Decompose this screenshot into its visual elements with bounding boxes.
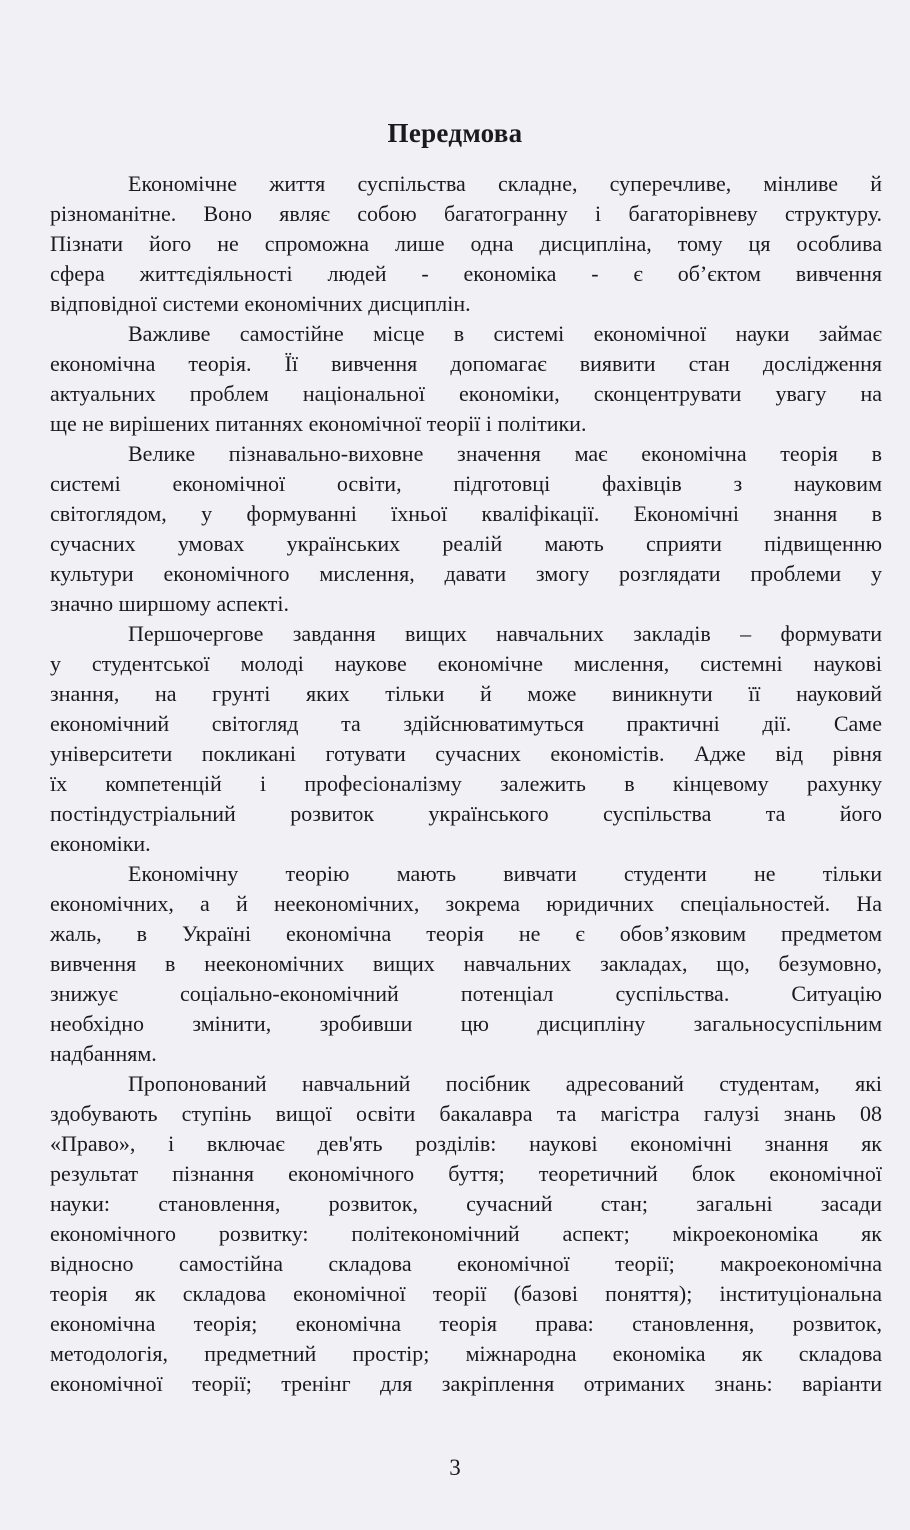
text-line: економіки. [50,831,151,856]
text-line: економічний світогляд та здійснюватимуться практичні дії. Саме [50,711,882,736]
paragraph-5 [50,859,882,1069]
paragraph-1 [50,169,882,319]
text-line: Економічне життя суспільства складне, суперечливе, мінливе й [128,171,882,196]
text-line: Пізнати його не спроможна лише одна дисципліна, тому ця особлива [50,231,882,256]
text-line: вивчення в неекономічних вищих навчальних закладах, що, безумовно, [50,951,882,976]
text-line: економічна теорія; економічна теорія права: становлення, розвиток, [50,1311,882,1336]
text-line: надбанням. [50,1041,157,1066]
text-line: жаль, в Україні економічна теорія не є обов’язковим предметом [50,921,882,946]
text-line: здобувають ступінь вищої освіти бакалавра та магістра галузі знань 08 [50,1101,882,1126]
text-line: постіндустріальний розвиток українського суспільства та його [50,801,882,826]
text-line: значно ширшому аспекті. [50,591,290,616]
text-line: їх компетенцій і професіоналізму залежить в кінцевому рахунку [50,771,882,796]
text-line: знижує соціально-економічний потенціал суспільства. Ситуацію [50,981,882,1006]
text-line: економічного розвитку: політекономічний аспект; мікроекономіка як [50,1221,882,1246]
text-line: економічна теорія. Її вивчення допомагає виявити стан дослідження [50,351,882,376]
text-line: знання, на грунті яких тільки й може виникнути її науковий [50,681,882,706]
text-line: Першочергове завдання вищих навчальних закладів – формувати [128,621,882,646]
text-line: необхідно змінити, зробивши цю дисципліну загальносуспільним [50,1011,882,1036]
paragraph-4 [50,619,882,859]
page-title: Передмова [387,118,523,148]
text-line: системі економічної освіти, підготовці фахівців з науковим [50,471,882,496]
text-line: відповідної системи економічних дисциплін. [50,291,471,316]
body-text [50,169,882,1399]
text-line: Економічну теорію мають вивчати студенти не тільки [128,861,882,886]
text-line: актуальних проблем національної економіки, сконцентрувати увагу на [50,381,882,406]
text-line: Велике пізнавально-виховне значення має економічна теорія в [128,441,882,466]
paragraph-6 [50,1069,882,1399]
paragraph-3 [50,439,882,619]
text-line: економічних, а й неекономічних, зокрема юридичних спеціальностей. На [50,891,882,916]
text-line: теорія як складова економічної теорії (базові поняття); інституціональна [50,1281,882,1306]
text-line: у студентської молоді наукове економічне мислення, системні наукові [50,651,882,676]
text-line: ще не вирішених питаннях економічної теорії і політики. [50,411,587,436]
text-line: науки: становлення, розвиток, сучасний стан; загальні засади [50,1191,882,1216]
text-line: сучасних умовах українських реалій мають сприяти підвищенню [50,531,882,556]
text-line: економічної теорії; тренінг для закріплення отриманих знань: варіанти [50,1371,882,1396]
text-line: «Право», і включає дев'ять розділів: наукові економічні знання як [50,1131,882,1156]
text-line: відносно самостійна складова економічної теорії; макроекономічна [50,1251,882,1276]
text-line: світоглядом, у формуванні їхньої кваліфікації. Економічні знання в [50,501,882,526]
text-line: Важливе самостійне місце в системі економічної науки займає [128,321,882,346]
text-line: різноманітне. Воно являє собою багатогранну і багаторівневу структуру. [50,201,882,226]
text-line: сфера життєдіяльності людей - економіка - є об’єктом вивчення [50,261,882,286]
text-line: Пропонований навчальний посібник адресований студентам, які [128,1071,882,1096]
text-line: методологія, предметний простір; міжнародна економіка як складова [50,1341,882,1366]
page-number: 3 [449,1455,461,1480]
text-line: університети покликані готувати сучасних економістів. Адже від рівня [50,741,882,766]
text-line: результат пізнання економічного буття; теоретичний блок економічної [50,1161,882,1186]
text-line: культури економічного мислення, давати змогу розглядати проблеми у [50,561,882,586]
paragraph-2 [50,319,882,439]
